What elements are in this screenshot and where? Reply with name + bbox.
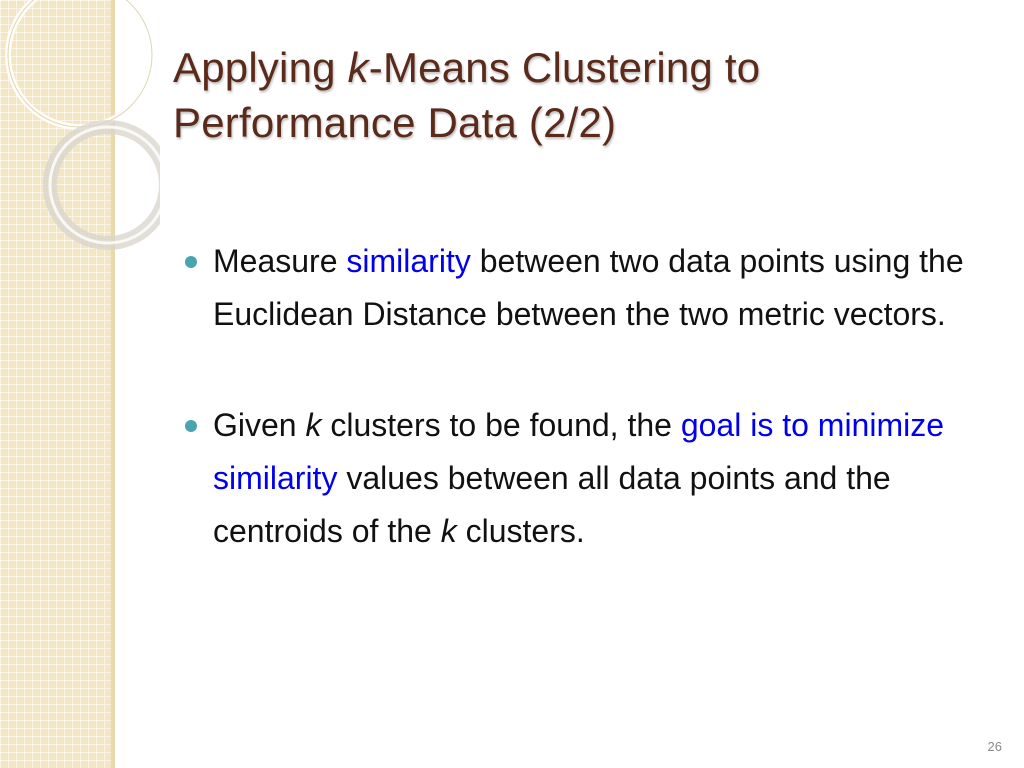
bullet-text: clusters. — [456, 513, 585, 549]
deco-circle-large — [8, 0, 152, 127]
bullet-text: between two data points using the Euclidean Distance between the two metric vectors. — [213, 243, 964, 332]
bullet-dot-icon — [185, 256, 197, 268]
decorative-circles — [0, 0, 160, 260]
slide-title — [173, 40, 993, 150]
bullet-text: clusters to be found, the — [321, 407, 681, 443]
bullet-dot-icon — [185, 420, 197, 432]
bullet-item-goal — [185, 399, 975, 558]
title-k: k — [347, 44, 369, 91]
highlight-term: goal is to minimize similarity — [213, 407, 945, 496]
title-line2: Performance Data (2/2) — [173, 99, 617, 146]
bullet-item-similarity — [185, 235, 975, 341]
title-part1: Applying — [173, 44, 348, 91]
page-number: 26 — [987, 739, 1002, 754]
bullet-text: Given — [213, 407, 306, 443]
title-part2: -Means Clustering to — [368, 44, 761, 91]
bullet-text: values between all data points and the centroids of the — [213, 460, 891, 549]
bullet-text: Measure — [213, 243, 347, 279]
highlight-term: similarity — [346, 243, 471, 279]
bullet-list — [185, 235, 975, 616]
variable-k: k — [305, 407, 322, 443]
variable-k: k — [440, 513, 457, 549]
